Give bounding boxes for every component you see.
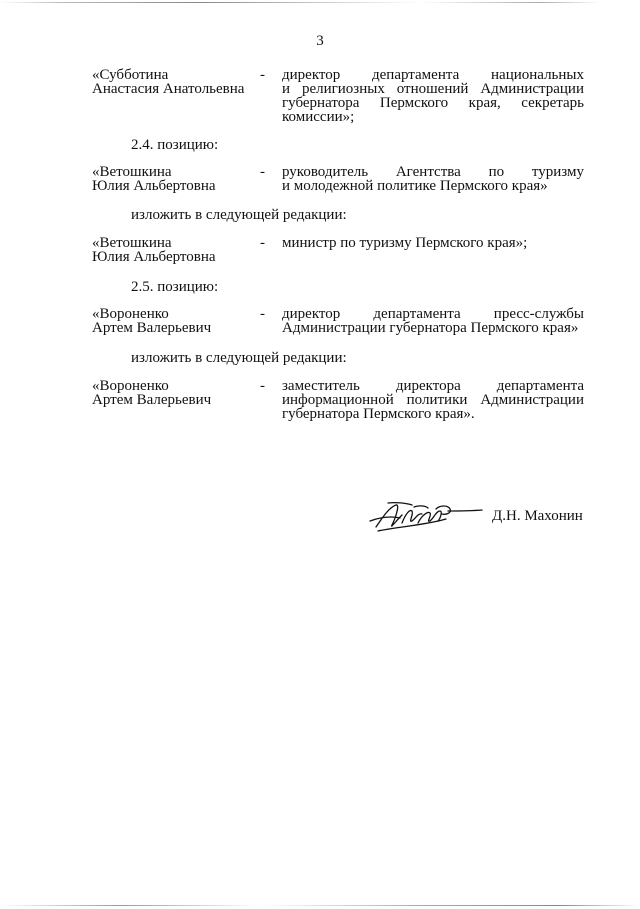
- position-description: директор департамента пресс-службы Администрации губернатора Пермского края»: [282, 306, 584, 336]
- dash: -: [260, 164, 265, 180]
- clause-heading: 2.5. позицию:: [131, 279, 219, 295]
- dash: -: [260, 235, 265, 251]
- position-description: руководитель Агентства по туризму и молодежной политике Пермского края»: [282, 164, 584, 194]
- signer-name: Д.Н. Махонин: [492, 508, 583, 524]
- page-number: 3: [316, 33, 324, 49]
- scan-edge-top: [0, 2, 640, 3]
- dash: -: [260, 67, 265, 83]
- position-description: министр по туризму Пермского края»;: [282, 235, 528, 251]
- person-name: «Ветошкина Юлия Альбертовна: [92, 164, 216, 194]
- signature-icon: [366, 497, 486, 537]
- person-name: «Вороненко Артем Валерьевич: [92, 306, 212, 336]
- scan-edge-bottom: [0, 905, 640, 906]
- person-name: «Вороненко Артем Валерьевич: [92, 378, 212, 408]
- dash: -: [260, 306, 265, 322]
- person-name: «Субботина Анастасия Анатольевна: [92, 67, 245, 97]
- position-description: директор департамента национальных и религиозных отношений Администрации губернатора Пермского края, секретарь комиссии»;: [282, 67, 584, 125]
- position-description: заместитель директора департамента информационной политики Администрации губернатора Пермского края».: [282, 378, 584, 422]
- instruction-text: изложить в следующей редакции:: [131, 350, 347, 366]
- clause-heading: 2.4. позицию:: [131, 137, 219, 153]
- instruction-text: изложить в следующей редакции:: [131, 207, 347, 223]
- person-name: «Ветошкина Юлия Альбертовна: [92, 235, 216, 265]
- dash: -: [260, 378, 265, 394]
